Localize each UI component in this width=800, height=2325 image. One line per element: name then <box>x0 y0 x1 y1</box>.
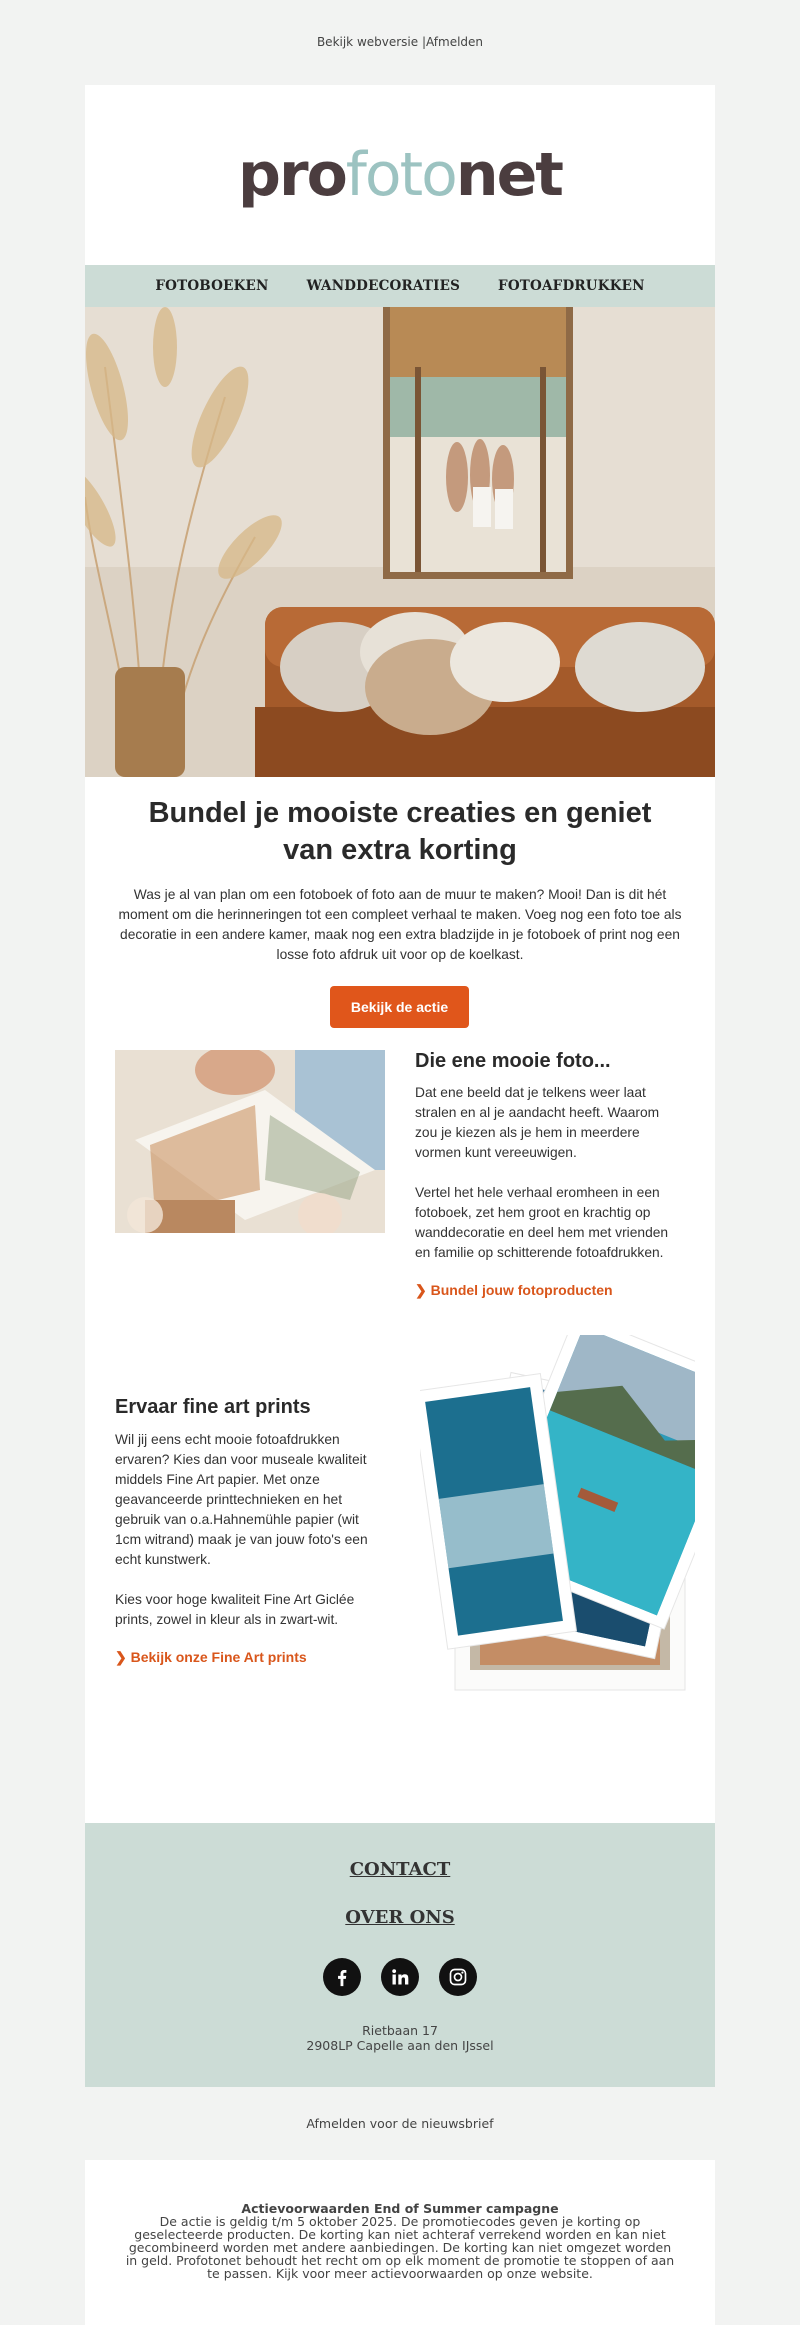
section-two-paragraph-1: Wil jij eens echt mooie fotoafdrukken ervaren? Kies dan voor museale kwaliteit middels Fine Art papier. Met onze geavanceerde printtechnieken en het gebruik van o.a.Hahnemühle papier (wit 1cm witrand) maak je van jouw foto's een echt kunstwerk. <box>115 1432 368 1567</box>
profotonet-logo[interactable] <box>85 140 715 210</box>
terms-body: De actie is geldig t/m 5 oktober 2025. De promotiecodes geven je korting op geselecteerde producten. De korting kan niet achteraf verrekend worden en kan niet gecombineerd worden met andere aanbiedingen. De korting kan niet omgezet worden in geld. Profotonet behoudt het recht om op elk moment de promotie te stoppen of aan te passen. Kijk voor meer actievoorwaarden op onze website. <box>125 2214 675 2281</box>
terms-text <box>125 2202 675 2280</box>
nav-bar <box>85 265 715 307</box>
nav-fotoboeken[interactable]: FOTOBOEKEN <box>155 278 269 294</box>
facebook-icon[interactable] <box>323 1958 361 1996</box>
logo-part-foto: foto <box>345 140 456 210</box>
section-one-paragraph-1: Dat ene beeld dat je telkens weer laat stralen en al je aandacht heeft. Waarom zou je kiezen als je hem in meerdere vormen kunt vereeuwigen. <box>415 1085 660 1160</box>
logo-part-net: net <box>455 140 562 210</box>
about-us-link[interactable]: OVER ONS <box>345 1907 455 1928</box>
contact-link[interactable]: CONTACT <box>349 1859 451 1880</box>
address-street: Rietbaan 17 <box>362 2023 438 2038</box>
photobook-image[interactable] <box>115 1050 385 1233</box>
top-links-separator: | <box>418 35 427 49</box>
footer <box>85 1823 715 2087</box>
section-one-title: Die ene mooie foto... <box>415 1050 611 1072</box>
newsletter-unsubscribe-link[interactable]: Afmelden voor de nieuwsbrief <box>306 2116 494 2131</box>
nav-fotoafdrukken[interactable]: FOTOAFDRUKKEN <box>498 278 645 294</box>
fine-art-prints-link[interactable]: ❯ Bekijk onze Fine Art prints <box>115 1649 307 1665</box>
fine-art-prints-image[interactable] <box>420 1335 695 1705</box>
section-one-paragraph-2: Vertel het hele verhaal eromheen in een fotoboek, zet hem groot en krachtig op wanddecoratie en deel hem met vrienden en familie op schitterende fotoafdrukken. <box>415 1185 669 1260</box>
view-action-button[interactable]: Bekijk de actie <box>330 986 469 1028</box>
bundle-products-link[interactable]: ❯ Bundel jouw fotoproducten <box>415 1282 613 1298</box>
section-two-title: Ervaar fine art prints <box>115 1396 311 1418</box>
terms-card <box>85 2160 715 2325</box>
top-links <box>0 35 800 49</box>
logo-part-pro: pro <box>238 140 346 210</box>
address-city: 2908LP Capelle aan den IJssel <box>306 2038 494 2053</box>
view-webversion-link[interactable]: Bekijk webversie <box>316 35 419 49</box>
main-headline: Bundel je mooiste creaties en geniet van extra korting <box>148 797 652 866</box>
nav-wanddecoraties[interactable]: WANDDECORATIES <box>306 278 461 294</box>
email-main-card <box>85 85 715 1823</box>
terms-title: Actievoorwaarden End of Summer campagne <box>241 2201 559 2216</box>
instagram-icon[interactable] <box>439 1958 477 1996</box>
intro-text: Was je al van plan om een fotoboek of foto aan de muur te maken? Mooi! Dan is dit hét moment om die herinneringen tot een compleet verhaal te maken. Voeg nog een foto toe als decoratie in een andere kamer, maak nog een extra bladzijde in je fotoboek of print nog een losse foto afdruk uit voor op de koelkast. <box>118 887 682 962</box>
hero-image[interactable] <box>85 307 715 777</box>
unsubscribe-link[interactable]: Afmelden <box>426 35 484 49</box>
section-two-paragraph-2: Kies voor hoge kwaliteit Fine Art Giclée prints, zowel in kleur als in zwart-wit. <box>115 1592 355 1627</box>
linkedin-icon[interactable] <box>381 1958 419 1996</box>
company-address <box>85 2023 715 2053</box>
social-links <box>85 1958 715 1996</box>
